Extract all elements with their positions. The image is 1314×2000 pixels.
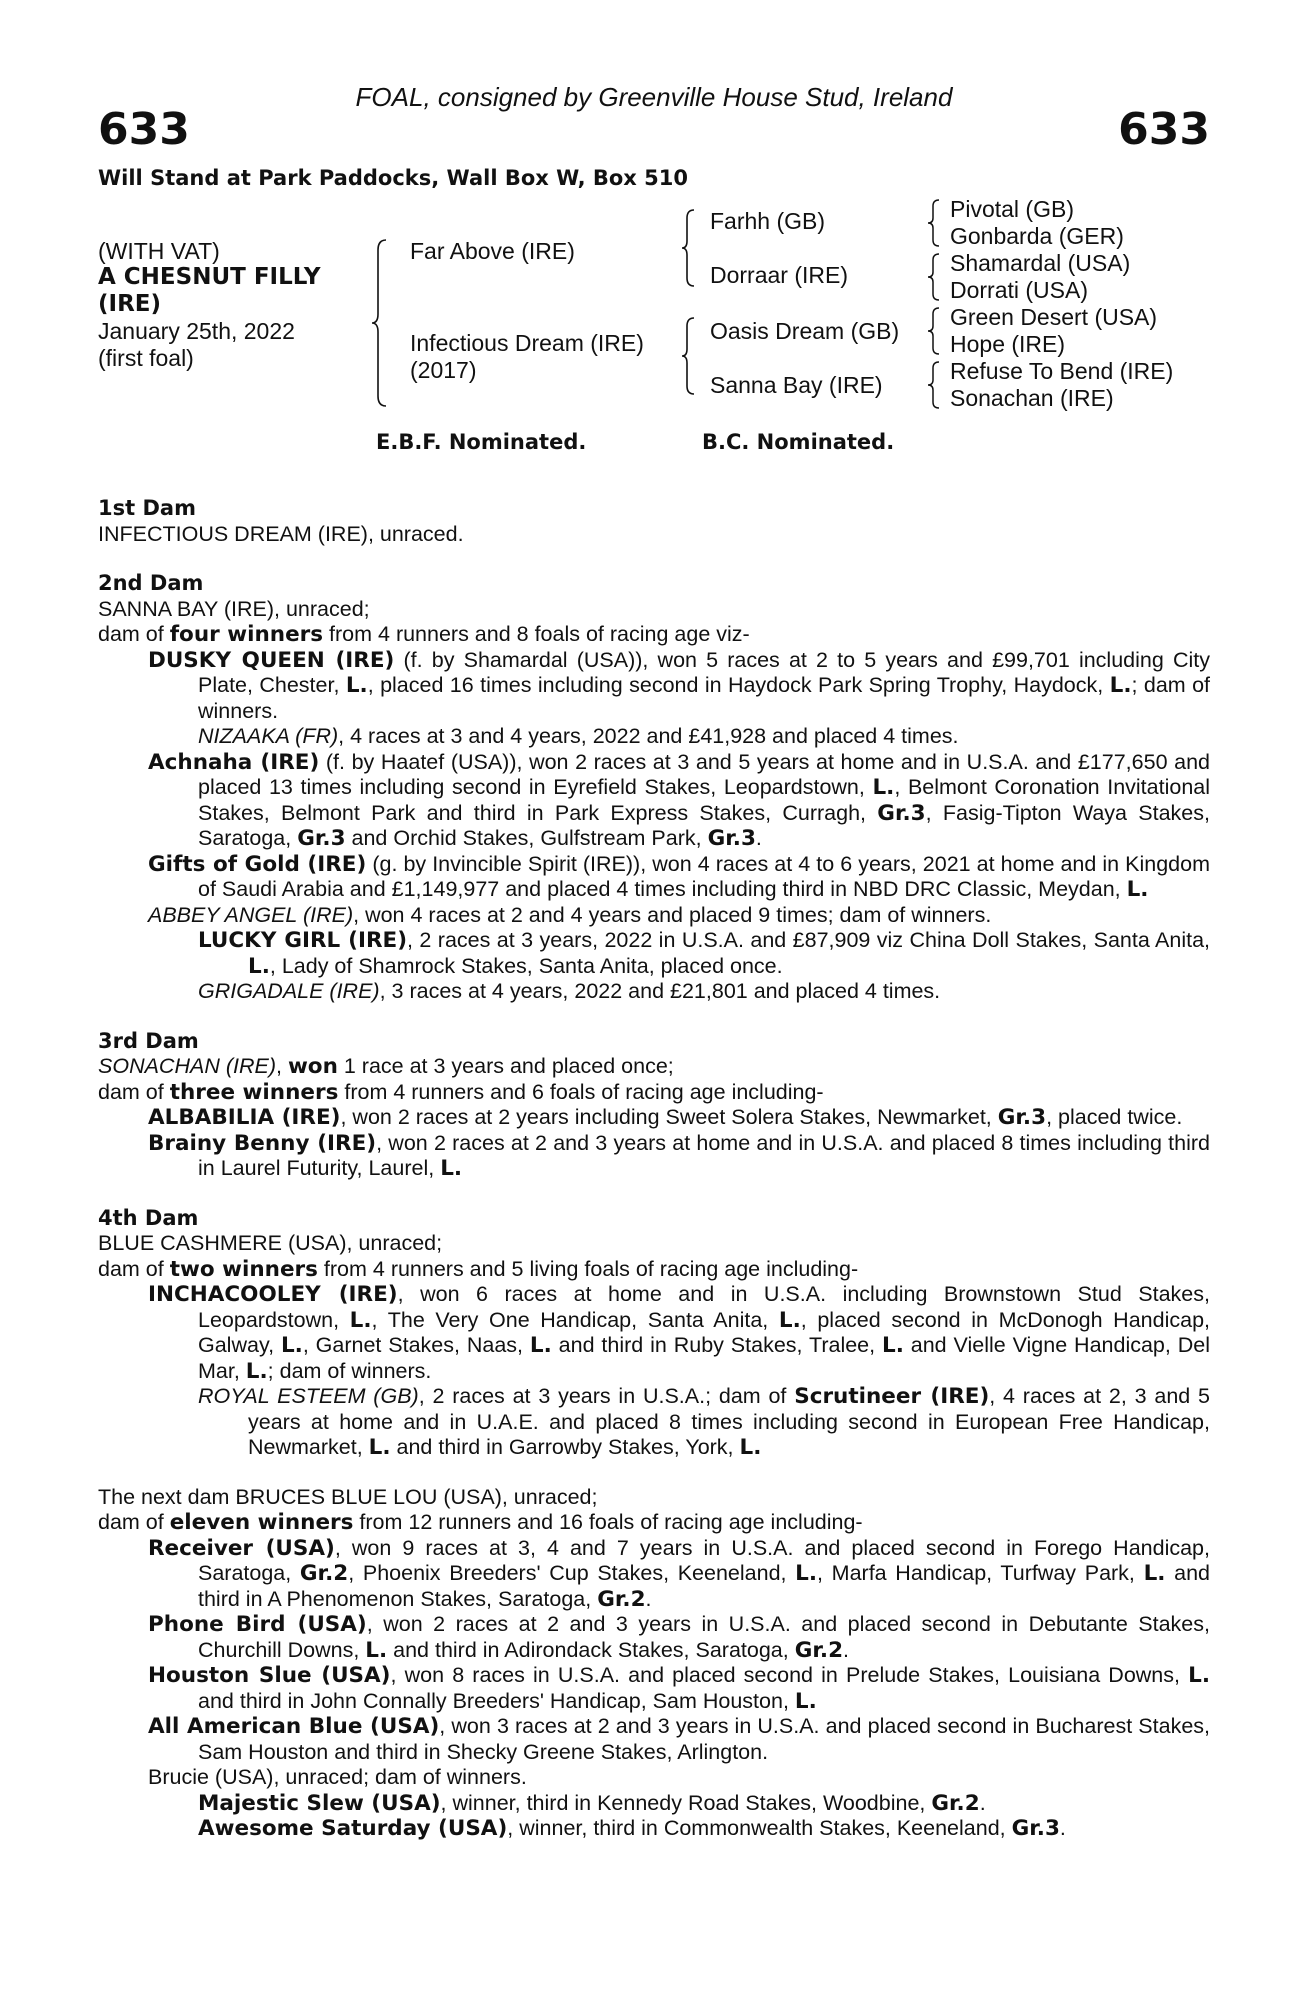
dam-line: BLUE CASHMERE (USA), unraced; bbox=[98, 1231, 443, 1255]
brace-icon bbox=[370, 238, 390, 408]
produce-entry: DUSKY QUEEN (IRE) (f. by Shamardal (USA)), won 5 races at 2 to 5 years and £99,701 including City Plate, Chester, L., placed 16 times including second in Haydock Park Spring Trophy, Haydock, L.; dam of winners. bbox=[148, 647, 1211, 723]
foal-note: (first foal) bbox=[98, 345, 194, 371]
third-dam-section bbox=[98, 1029, 1210, 1182]
produce-entry: ALBABILIA (IRE), won 2 races at 2 years including Sweet Solera Stakes, Newmarket, Gr.3, placed twice. bbox=[148, 1105, 1183, 1130]
produce-sub-entry: GRIGADALE (IRE), 3 races at 4 years, 2022 and £21,801 and placed 4 times. bbox=[198, 979, 941, 1003]
sire-sire: Farhh (GB) bbox=[710, 208, 826, 234]
granddam-4: Dorrati (USA) bbox=[950, 277, 1089, 303]
dam-line: SANNA BAY (IRE), unraced; bbox=[98, 596, 370, 621]
granddam-2: Gonbarda (GER) bbox=[950, 223, 1124, 249]
produce-entry: Achnaha (IRE) (f. by Haatef (USA)), won 2 races at 3 and 5 years at home and in U.S.A. and £177,650 and placed 13 times including second in Eyrefield Stakes, Leopardstown, L., Belmont Coronation Invitational Stakes, Belmont Park and third in Park Express Stakes, Curragh, Gr.3, Fasig-Tipton Waya Stakes, Saratoga, Gr.3 and Orchid Stakes, Gulfstream Park, Gr.3. bbox=[148, 749, 1211, 851]
dam: Infectious Dream (IRE) bbox=[410, 330, 644, 356]
brace-icon bbox=[680, 208, 698, 288]
produce-sub-entry: ROYAL ESTEEM (GB), 2 races at 3 years in U.S.A.; dam of Scrutineer (IRE), 4 races at 2, 3 and 5 years at home and in U.A.E. and placed 8 times including second in European Free Handicap, Newmarket, L. and third in Garrowby Stakes, York, L. bbox=[198, 1384, 1210, 1460]
first-dam-section bbox=[98, 496, 1210, 547]
sire-dam: Dorraar (IRE) bbox=[710, 262, 849, 288]
sire: Far Above (IRE) bbox=[410, 238, 575, 264]
dam-dam: Sanna Bay (IRE) bbox=[710, 372, 883, 398]
grandsire-7: Refuse To Bend (IRE) bbox=[950, 358, 1174, 384]
produce-entry: Brainy Benny (IRE), won 2 races at 2 and 3 years at home and in U.S.A. and placed 8 times including third in Laurel Futurity, Laurel, L. bbox=[148, 1130, 1210, 1181]
dam-year: (2017) bbox=[410, 357, 477, 383]
fourth-dam-section bbox=[98, 1206, 1210, 1461]
dam-line: SONACHAN (IRE), won 1 race at 3 years and placed once; bbox=[98, 1054, 674, 1079]
produce-entry: All American Blue (USA), won 3 races at 2 and 3 years in U.S.A. and placed second in Bucharest Stakes, Sam Houston and third in Shecky Greene Stakes, Arlington. bbox=[148, 1714, 1211, 1764]
brace-icon bbox=[680, 316, 698, 396]
lot-number-right: 633 bbox=[1118, 104, 1210, 155]
stand-location: Will Stand at Park Paddocks, Wall Box W, Box 510 bbox=[98, 166, 688, 190]
grandsire-3: Shamardal (USA) bbox=[950, 250, 1131, 276]
dam-line: The next dam BRUCES BLUE LOU (USA), unraced; bbox=[98, 1484, 598, 1509]
dam-line: INFECTIOUS DREAM (IRE), unraced. bbox=[98, 521, 464, 546]
brace-icon bbox=[926, 198, 942, 248]
lot-row bbox=[98, 104, 1210, 162]
produce-entry: Brucie (USA), unraced; dam of winners. bbox=[148, 1765, 527, 1789]
produce-entry: Receiver (USA), won 9 races at 3, 4 and 7 years in U.S.A. and placed second in Forego Handicap, Saratoga, Gr.2, Phoenix Breeders' Cup Stakes, Keeneland, L., Marfa Handicap, Turfway Park, L. and third in A Phenomenon Stakes, Saratoga, Gr.2. bbox=[148, 1535, 1210, 1612]
section-title: 4th Dam bbox=[98, 1205, 199, 1230]
granddam-6: Hope (IRE) bbox=[950, 331, 1066, 357]
consignor-line: FOAL, consigned by Greenville House Stud, Ireland bbox=[355, 82, 953, 112]
dam-sire: Oasis Dream (GB) bbox=[710, 318, 900, 344]
produce-entry: ABBEY ANGEL (IRE), won 4 races at 2 and 4 years and placed 9 times; dam of winners. bbox=[148, 902, 992, 927]
brace-icon bbox=[926, 360, 942, 410]
section-title: 1st Dam bbox=[98, 496, 196, 520]
lot-number-left: 633 bbox=[98, 104, 190, 155]
foaling-date: January 25th, 2022 bbox=[98, 318, 295, 344]
produce-entry: Gifts of Gold (IRE) (g. by Invincible Spirit (IRE)), won 4 races at 4 to 6 years, 2021 at home and in Kingdom of Saudi Arabia and £1,149,977 and placed 4 times including third in NBD DRC Classic, Meydan, L. bbox=[148, 851, 1210, 902]
catalogue-page bbox=[98, 82, 1210, 1842]
grandsire-5: Green Desert (USA) bbox=[950, 304, 1158, 330]
produce-entry: Houston Slue (USA), won 8 races in U.S.A. and placed second in Prelude Stakes, Louisiana Downs, L. and third in John Connally Breeders' Handicap, Sam Houston, L. bbox=[148, 1663, 1210, 1714]
horse-origin: (IRE) bbox=[98, 291, 162, 317]
nominations bbox=[98, 430, 1210, 484]
brace-icon bbox=[926, 252, 942, 302]
produce-sub-entry: Awesome Saturday (USA), winner, third in Commonwealth Stakes, Keeneland, Gr.3. bbox=[198, 1816, 1066, 1841]
bc-nominated: B.C. Nominated. bbox=[702, 430, 895, 454]
grandsire-1: Pivotal (GB) bbox=[950, 196, 1074, 222]
produce-summary: dam of three winners from 4 runners and 6 foals of racing age including- bbox=[98, 1079, 824, 1105]
produce-entry: INCHACOOLEY (IRE), won 6 races at home and in U.S.A. including Brownstown Stud Stakes, Leopardstown, L., The Very One Handicap, Santa Anita, L., placed second in McDonogh Handicap, Galway, L., Garnet Stakes, Naas, L. and third in Ruby Stakes, Tralee, L. and Vielle Vigne Handicap, Del Mar, L.; dam of winners. bbox=[148, 1282, 1211, 1384]
produce-entry: Phone Bird (USA), won 2 races at 2 and 3 years in U.S.A. and placed second in Debutante Stakes, Churchill Downs, L. and third in Adirondack Stakes, Saratoga, Gr.2. bbox=[148, 1612, 1210, 1663]
produce-summary: dam of two winners from 4 runners and 5 living foals of racing age including- bbox=[98, 1256, 859, 1282]
pedigree-table bbox=[98, 196, 1210, 436]
produce-sub-entry: NIZAAKA (FR), 4 races at 3 and 4 years, 2022 and £41,928 and placed 4 times. bbox=[198, 724, 959, 748]
produce-sub-entry: Majestic Slew (USA), winner, third in Kennedy Road Stakes, Woodbine, Gr.2. bbox=[198, 1790, 986, 1816]
produce-sub-entry: LUCKY GIRL (IRE), 2 races at 3 years, 2022 in U.S.A. and £87,909 viz China Doll Stakes, Santa Anita, L., Lady of Shamrock Stakes, Santa Anita, placed once. bbox=[198, 928, 1210, 979]
vat-note: (WITH VAT) bbox=[98, 238, 220, 264]
produce-summary: dam of four winners from 4 runners and 8 foals of racing age viz- bbox=[98, 622, 750, 647]
section-title: 2nd Dam bbox=[98, 571, 204, 595]
next-dam-section bbox=[98, 1485, 1210, 1842]
granddam-8: Sonachan (IRE) bbox=[950, 385, 1114, 411]
second-dam-section bbox=[98, 571, 1210, 1005]
ebf-nominated: E.B.F. Nominated. bbox=[376, 430, 587, 454]
horse-name: A CHESNUT FILLY bbox=[98, 264, 321, 290]
brace-icon bbox=[926, 306, 942, 356]
produce-summary: dam of eleven winners from 12 runners and 16 foals of racing age including- bbox=[98, 1510, 863, 1535]
section-title: 3rd Dam bbox=[98, 1028, 199, 1053]
